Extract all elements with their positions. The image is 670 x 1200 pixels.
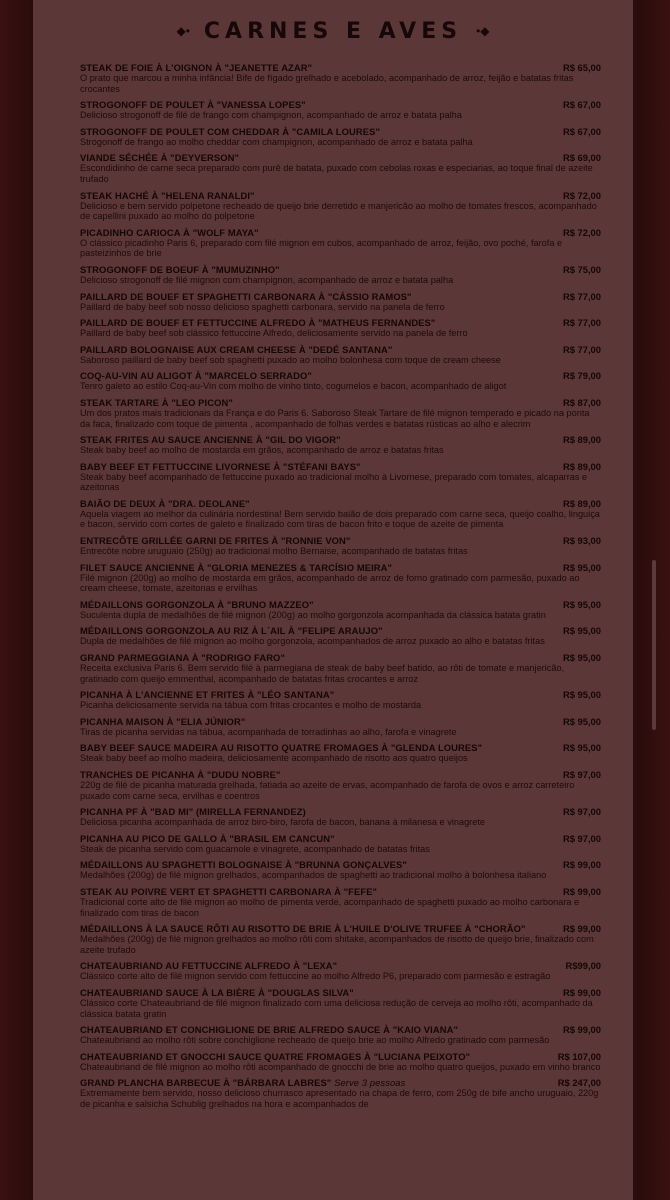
- dish-name-wrap: [80, 1051, 470, 1062]
- dish-name-wrap: [80, 126, 380, 137]
- menu-item-header: [80, 397, 601, 408]
- dish-name: ENTRECÔTE GRILLÉE GARNI DE FRITES À "RONNIE VON": [80, 535, 351, 547]
- menu-item: [80, 716, 601, 738]
- menu-item-header: [80, 190, 601, 201]
- dish-price: R$ 75,00: [562, 263, 601, 275]
- menu-item: [80, 99, 601, 121]
- menu-item: [80, 833, 601, 855]
- dish-price: R$ 95,00: [562, 598, 601, 610]
- menu-item-header: [80, 716, 601, 727]
- menu-list: [33, 62, 633, 1110]
- menu-item-header: [80, 370, 601, 381]
- dish-name: MÉDAILLONS GORGONZOLA À "BRUNO MAZZEO": [80, 598, 314, 610]
- dish-description: Paillard de baby beef sob clássico fettuccine Alfredo, deliciosamente servido na panela de ferro: [80, 328, 468, 339]
- menu-item-header: [80, 152, 601, 163]
- dish-description: Tiras de picanha servidas na tábua, acompanhada de torradinhas ao alho, farofa e vinagrete: [80, 726, 457, 737]
- dish-price: R$ 72,00: [562, 226, 601, 238]
- dish-name: COQ-AU-VIN AU ALIGOT À "MARCELO SERRADO": [80, 370, 312, 382]
- menu-item: [80, 434, 601, 456]
- menu-item: [80, 317, 601, 339]
- menu-item: [80, 1077, 601, 1109]
- menu-item-header: [80, 126, 601, 137]
- menu-item: [80, 1051, 601, 1073]
- dish-description: Delicioso e bem servido polpetone recheado de queijo brie derretido e manjericão ao molho de tomates frescos, acompanhado de capellini puxado ao molho do polpetone: [80, 200, 597, 222]
- dish-name-wrap: [80, 370, 312, 381]
- menu-item-header: [80, 291, 601, 302]
- dish-name-wrap: [80, 742, 482, 753]
- dish-name-wrap: [80, 227, 259, 238]
- dish-name: PICADINHO CARIOCA À "WOLF MAYA": [80, 226, 259, 238]
- menu-item-header: [80, 461, 601, 472]
- dish-description: Receita exclusiva Paris 6. Bem servido filé à parmegiana de steak de baby beef batido, ao rôti de tomate e manjericão, gratinado com queijo emmenthal, acompanhado de batatas fritas crocantes e arroz: [80, 663, 565, 684]
- dish-price: R$ 97,00: [562, 832, 601, 844]
- dish-description: Clássico corte Chateaubriand de filé mignon finalizado com uma deliciosa redução de cerveja ao molho rôti, acompanhado da clássica batata gratin: [80, 997, 593, 1019]
- right-ornament-icon: •◆: [476, 24, 490, 38]
- menu-item: [80, 291, 601, 313]
- dish-name-wrap: [80, 317, 435, 328]
- dish-name: STROGONOFF DE BOEUF À "MUMUZINHO": [80, 263, 280, 275]
- menu-item: [80, 652, 601, 684]
- dish-description: Tradicional corte alto de filé mignon ao molho de pimenta verde, acompanhado de spaghetti puxado ao molho carbonara e finalizado com tiras de bacon: [80, 896, 580, 918]
- menu-item-header: [80, 62, 601, 73]
- menu-item: [80, 397, 601, 429]
- dish-price: R$ 67,00: [562, 99, 601, 111]
- dish-name: GRAND PLANCHA BARBECUE À "BÁRBARA LABRES": [80, 1077, 332, 1089]
- dish-price: R$ 67,00: [562, 125, 601, 137]
- menu-item: [80, 264, 601, 286]
- dish-name: TRANCHES DE PICANHA À "DUDU NOBRE": [80, 769, 281, 780]
- menu-item: [80, 1024, 601, 1046]
- dish-price: R$ 99,00: [562, 859, 601, 871]
- dish-description: Chateaubriand de filé mignon ao molho rôti acompanhado de gnocchi de brie ao molho quatro queijos, puxado em vinho branco: [80, 1061, 601, 1072]
- dish-name: PAILLARD DE BOUEF ET FETTUCCINE ALFREDO À "MATHEUS FERNANDES": [80, 317, 436, 329]
- dish-description: Steak baby beef acompanhado de fettuccine puxado ao tradicional molho à Livornese, preparado com tomates, alcaparras e azeitonas: [80, 471, 588, 493]
- dish-price: R$ 107,00: [557, 1050, 601, 1062]
- dish-name: STROGONOFF DE POULET COM CHEDDAR À "CAMILA LOURES": [80, 125, 380, 137]
- dish-name-wrap: [80, 625, 383, 636]
- menu-item: [80, 625, 601, 647]
- dish-price: R$ 79,00: [562, 370, 601, 382]
- dish-name-wrap: [80, 599, 314, 610]
- dish-price: R$ 99,00: [562, 923, 601, 935]
- dish-description: 220g de filé de picanha maturada grelhada, fatiada ao azeite de ervas, acompanhado de farofa de ovos e arroz carreteiro puxado com carne seca, ervilhas e coentros: [80, 780, 575, 801]
- dish-name-wrap: [80, 498, 250, 509]
- dish-name: PAILLARD BOLOGNAISE AUX CREAM CHEESE À "DEDÉ SANTANA": [80, 343, 393, 355]
- menu-item: [80, 344, 601, 366]
- dish-price: R$ 99,00: [562, 1024, 601, 1036]
- dish-description: O clássico picadinho Paris 6, preparado com filé mignon em cubos, acompanhado de arroz, feijão, ovo poché, farofa e pasteizinhos de brie: [80, 237, 563, 259]
- menu-item: [80, 769, 601, 801]
- dish-name-wrap: [80, 99, 306, 110]
- menu-item: [80, 62, 601, 94]
- menu-item: [80, 689, 601, 711]
- dish-name-wrap: [80, 62, 312, 73]
- menu-item: [80, 370, 601, 392]
- menu-item: [80, 742, 601, 764]
- dish-name: CHATEAUBRIAND ET CONCHIGLIONE DE BRIE ALFREDO SAUCE À "KAIO VIANA": [80, 1024, 458, 1036]
- menu-item: [80, 987, 601, 1019]
- menu-item-header: [80, 769, 601, 780]
- menu-item: [80, 461, 601, 493]
- dish-price: R$ 77,00: [562, 317, 601, 329]
- dish-price: R$ 97,00: [562, 806, 601, 818]
- menu-item: [80, 562, 601, 594]
- dish-name-wrap: [80, 562, 392, 573]
- dish-price: R$ 89,00: [562, 460, 601, 472]
- dish-description: Um dos pratos mais tradicionais da França e do Paris 6. Saboroso Steak Tartare de filé mignon temperado e picado na ponta da faca, finalizado com toque de pimenta , acompanhado de folhas verdes e batatas rústicas ao alho e alecrim: [80, 407, 590, 429]
- scrollbar-thumb[interactable]: [652, 560, 656, 730]
- dish-name-wrap: [80, 987, 354, 998]
- dish-name-wrap: [80, 960, 337, 971]
- dish-price: R$ 89,00: [562, 497, 601, 509]
- menu-item-header: [80, 1077, 601, 1088]
- dish-description: Picanha deliciosamente servida na tábua com fritas crocantes e molho de mostarda: [80, 700, 422, 711]
- dish-description: Strogonoff de frango ao molho cheddar com champignon, acompanhado de arroz e batata palha: [80, 136, 473, 147]
- dish-name: STEAK FRITES AU SAUCE ANCIENNE À "GIL DO VIGOR": [80, 434, 341, 446]
- dish-name-wrap: [80, 1077, 405, 1088]
- dish-name-wrap: [80, 886, 377, 897]
- menu-item: [80, 190, 601, 222]
- dish-description: Filé mignon (200g) ao molho de mostarda em grãos, acompanhado de arroz de forno gratinado com parmesão, puxado ao cream cheese, tomate, azeitonas e ervilhas: [80, 572, 580, 594]
- dish-name: GRAND PARMEGGIANA À "RODRIGO FARO": [80, 652, 285, 664]
- dish-name-wrap: [80, 190, 255, 201]
- dish-price: R$ 87,00: [562, 396, 601, 408]
- menu-page: [33, 0, 633, 1200]
- dish-name: STEAK AU POIVRE VERT ET SPAGHETTI CARBONARA À "FEFE": [80, 885, 378, 897]
- dish-price: R$ 97,00: [562, 769, 601, 780]
- menu-item-header: [80, 886, 601, 897]
- dish-price: R$ 65,00: [562, 62, 601, 73]
- dish-name-wrap: [80, 535, 350, 546]
- menu-item-header: [80, 264, 601, 275]
- menu-item: [80, 859, 601, 881]
- dish-name-wrap: [80, 923, 526, 934]
- menu-item-header: [80, 1024, 601, 1035]
- dish-description: Chateaubriand ao molho rôti sobre conchiglione recheado de queijo brie ao molho Alfredo gratinado com parmesão: [80, 1035, 550, 1046]
- menu-item: [80, 152, 601, 184]
- dish-name-wrap: [80, 1024, 458, 1035]
- dish-name-wrap: [80, 833, 335, 844]
- menu-item-header: [80, 833, 601, 844]
- dish-price: R$ 77,00: [562, 343, 601, 355]
- dish-description: Suculenta dupla de medalhões de filé mignon (200g) ao molho gorgonzola acompanhada da clássica batata gratin: [80, 609, 546, 620]
- dish-description: O prato que marcou a minha infância! Bife de fígado grelhado e acebolado, acompanhado de arroz, feijão e batatas fritas crocantes: [80, 73, 574, 94]
- menu-item-header: [80, 987, 601, 998]
- dish-name: FILET SAUCE ANCIENNE À "GLORIA MENEZES & TARCÍSIO MEIRA": [80, 561, 393, 573]
- menu-item: [80, 960, 601, 982]
- menu-item: [80, 886, 601, 918]
- menu-item: [80, 498, 601, 530]
- dish-description: Tenro galeto ao estilo Coq-au-Vin com molho de vinho tinto, cogumelos e bacon, acompanhado de aligot: [80, 381, 507, 392]
- dish-description: Dupla de medalhões de filé mignon ao molho gorgonzola, acompanhados de arroz puxado ao alho e batatas fritas: [80, 636, 545, 647]
- dish-name: CHATEAUBRIAND ET GNOCCHI SAUCE QUATRE FROMAGES À "LUCIANA PEIXOTO": [80, 1050, 471, 1062]
- menu-item-header: [80, 652, 601, 663]
- menu-item: [80, 923, 601, 955]
- menu-item-header: [80, 434, 601, 445]
- dish-description: Entrecôte nobre uruguaio (250g) ao tradicional molho Bernaise, acompanhado de batatas fritas: [80, 546, 468, 557]
- dish-name-wrap: [80, 652, 285, 663]
- dish-name-wrap: [80, 461, 361, 472]
- dish-name-wrap: [80, 344, 392, 355]
- menu-item: [80, 599, 601, 621]
- section-header: [33, 0, 633, 62]
- menu-item: [80, 806, 601, 828]
- dish-price: R$ 95,00: [562, 742, 601, 754]
- menu-item-header: [80, 689, 601, 700]
- dish-name: CHATEAUBRIAND AU FETTUCCINE ALFREDO À "LEXA": [80, 960, 338, 972]
- dish-name: STEAK TARTARE À "LEO PICON": [80, 396, 233, 408]
- dish-description: Medalhões (200g) de filé mignon grelhados ao molho rôti com shitake, acompanhados de risotto de queijo brie, finalizado com azeite trufado: [80, 934, 594, 955]
- dish-name: STEAK DE FOIE À L'OIGNON À "JEANETTE AZAR": [80, 62, 313, 73]
- dish-name: STROGONOFF DE POULET À "VANESSA LOPES": [80, 99, 306, 111]
- dish-description: Medalhões (200g) de filé mignon grelhados, acompanhados de spaghetti ao tradicional molho à bolonhesa italiano: [80, 870, 547, 881]
- menu-item-header: [80, 562, 601, 573]
- menu-item-header: [80, 535, 601, 546]
- left-edge: [0, 0, 33, 1200]
- dish-name: PAILLARD DE BOUEF ET SPAGHETTI CARBONARA À "CÁSSIO RAMOS": [80, 290, 412, 302]
- menu-item-header: [80, 599, 601, 610]
- dish-price: R$ 95,00: [562, 561, 601, 573]
- dish-name-wrap: [80, 397, 233, 408]
- dish-description: Deliciosa picanha acompanhada de arroz biro-biro, farofa de bacon, banana à milanesa e vinagrete: [80, 817, 486, 828]
- menu-item-header: [80, 923, 601, 934]
- dish-name-wrap: [80, 716, 245, 727]
- dish-description: Steak baby beef ao molho madeira, deliciosamente acompanhado de risotto aos quatro queijos: [80, 753, 468, 764]
- menu-item: [80, 227, 601, 259]
- dish-name: MÉDAILLONS À LA SAUCE RÔTI AU RISOTTO DE BRIE À L'HUILE D'OLIVE TRUFEE À "CHORÃO": [80, 923, 526, 935]
- dish-description: Escondidinho de carne seca preparado com purê de batata, puxado com cebolas roxas e especiarias, ao toque final de azeite trufado: [80, 163, 593, 184]
- dish-name-wrap: [80, 806, 306, 817]
- menu-item-header: [80, 806, 601, 817]
- dish-price: R$ 77,00: [562, 290, 601, 302]
- dish-description: Clássico corte alto de filé mignon servido com fettuccine ao molho Alfredo P6, preparado com parmesão e estragão: [80, 971, 551, 982]
- dish-name-wrap: [80, 434, 341, 445]
- left-ornament-icon: ◆•: [176, 24, 190, 38]
- menu-item: [80, 535, 601, 557]
- dish-price: R$ 95,00: [562, 689, 601, 701]
- dish-price: R$99,00: [565, 960, 601, 972]
- dish-name: STEAK HACHÉ À "HELENA RANALDI": [80, 189, 255, 201]
- dish-price: R$ 72,00: [562, 189, 601, 201]
- dish-price: R$ 95,00: [562, 715, 601, 727]
- dish-description: Aquela viagem ao melhor da culinária nordestina! Bem servido baião de dois preparado com carne seca, queijo coalho, linguiça e bacon, servido com cortes de galeto e finalizado com tiras de bacon frito e toque de azeite de pimenta: [80, 508, 600, 530]
- dish-name: MÉDAILLONS AU SPAGHETTI BOLOGNAISE À "BRUNNA GONÇALVES": [80, 859, 407, 871]
- dish-name: BABY BEEF SAUCE MADEIRA AU RISOTTO QUATRE FROMAGES À "GLENDA LOURES": [80, 742, 483, 754]
- dish-name-wrap: [80, 769, 281, 780]
- dish-price: R$ 69,00: [562, 152, 601, 164]
- dish-name-wrap: [80, 264, 280, 275]
- dish-name: PICANHA PF À "BAD MI" (MIRELLA FERNANDEZ): [80, 806, 306, 818]
- dish-price: R$ 99,00: [562, 885, 601, 897]
- menu-item-header: [80, 344, 601, 355]
- menu-item-header: [80, 498, 601, 509]
- dish-name: PICANHA À L'ANCIENNE ET FRITES À "LÉO SANTANA": [80, 689, 335, 701]
- dish-name: BABY BEEF ET FETTUCCINE LIVORNESE À "STÉFANI BAYS": [80, 460, 361, 472]
- dish-price: R$ 93,00: [562, 535, 601, 547]
- dish-description: Delicioso strogonoff de filé de frango com champignon, acompanhado de arroz e batata palha: [80, 110, 462, 121]
- dish-note: Serve 3 pessoas: [334, 1077, 406, 1089]
- dish-price: R$ 89,00: [562, 434, 601, 446]
- dish-name: CHATEAUBRIAND SAUCE À LA BIÈRE À "DOUGLAS SILVA": [80, 986, 354, 998]
- dish-name: MÉDAILLONS GORGONZOLA AU RIZ À L´AIL À "FELIPE ARAUJO": [80, 625, 383, 637]
- dish-name: PICANHA AU PICO DE GALLO À "BRASIL EM CANCUN": [80, 832, 335, 844]
- menu-item-header: [80, 960, 601, 971]
- menu-item-header: [80, 1051, 601, 1062]
- dish-name: VIANDE SÉCHÉE À "DEYVERSON": [80, 152, 240, 164]
- dish-description: Delicioso strogonoff de filé mignon com champignon, acompanhado de arroz e batata palha: [80, 274, 454, 285]
- dish-name: BAIÃO DE DEUX À "DRA. DEOLANE": [80, 497, 250, 509]
- dish-price: R$ 99,00: [562, 986, 601, 998]
- menu-item: [80, 126, 601, 148]
- dish-name-wrap: [80, 689, 334, 700]
- menu-item-header: [80, 99, 601, 110]
- dish-price: R$ 247,00: [557, 1077, 601, 1089]
- dish-description: Paillard de baby beef sob nosso delicioso spaghetti carbonara, servido na panela de ferro: [80, 301, 445, 312]
- dish-price: R$ 95,00: [562, 625, 601, 637]
- menu-item-header: [80, 625, 601, 636]
- dish-description: Saboroso paillard de baby beef sob spaghetti puxado ao molho bolonhesa com toque de cream cheese: [80, 354, 501, 365]
- dish-name-wrap: [80, 152, 239, 163]
- menu-item-header: [80, 317, 601, 328]
- menu-item-header: [80, 742, 601, 753]
- dish-description: Steak de picanha servido com guacamole e vinagrete, acompanhado de batatas fritas: [80, 843, 430, 854]
- dish-name-wrap: [80, 859, 407, 870]
- section-title: CARNES E AVES: [203, 18, 463, 44]
- menu-item-header: [80, 859, 601, 870]
- dish-price: R$ 95,00: [562, 652, 601, 664]
- menu-item-header: [80, 227, 601, 238]
- dish-description: Steak baby beef ao molho de mostarda em grãos, acompanhado de arroz e batatas fritas: [80, 445, 444, 456]
- dish-description: Extremamente bem servido, nosso delicioso churrasco apresentado na chapa de ferro, com 250g de bife ancho uruguaio, 220g de picanha e salsicha Schublig grelhados na hora e acompanhados de: [80, 1088, 599, 1109]
- dish-name-wrap: [80, 291, 412, 302]
- dish-name: PICANHA MAISON À "ELIA JÚNIOR": [80, 715, 246, 727]
